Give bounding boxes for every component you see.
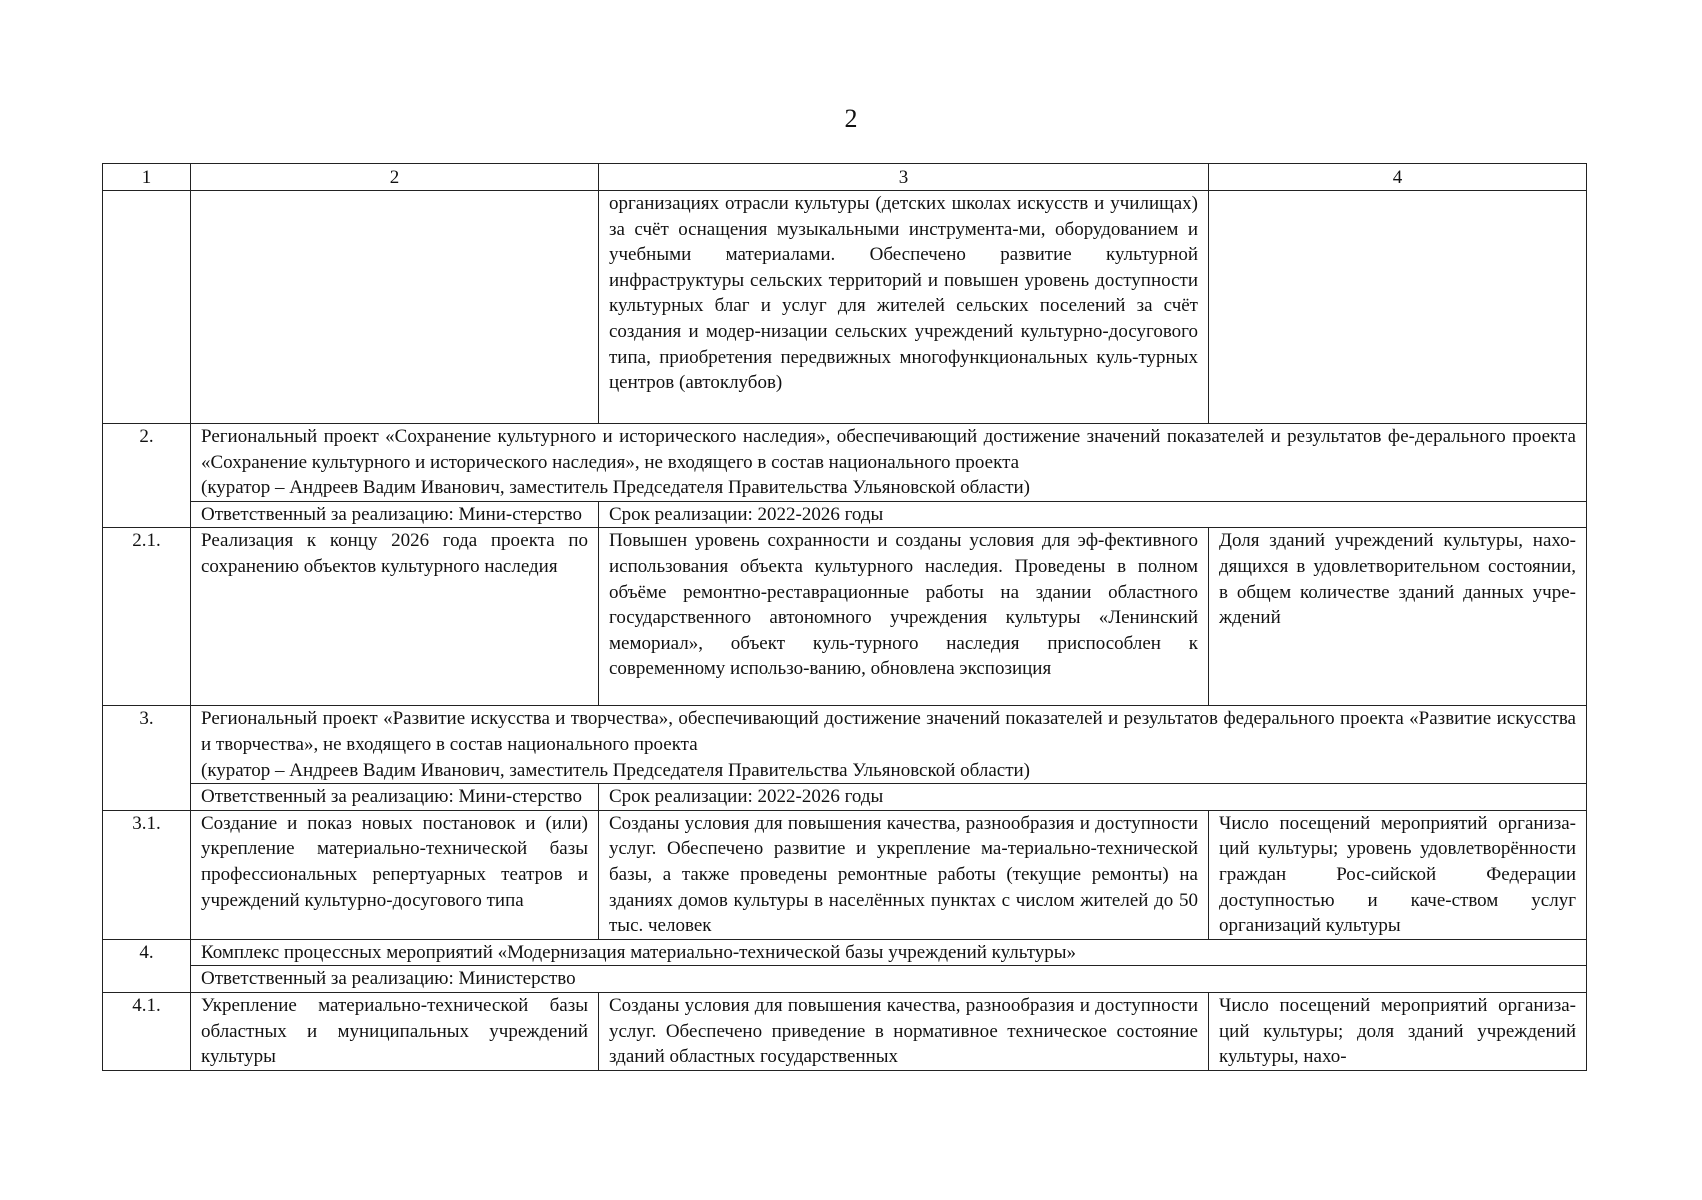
section-number: 2. (103, 424, 191, 528)
table-header-row (103, 164, 1587, 191)
section-title-text: Региональный проект «Развитие искусства и творчества», обеспечивающий достижение значений показателей и результатов федерального проекта «Развитие искусства и творчества», не входящего в состав национального проекта (201, 708, 1576, 755)
table-row-2-1 (103, 528, 1587, 706)
cell-measure: Реализация к концу 2026 года проекта по сохранению объектов культурного наследия (191, 528, 599, 706)
header-col-2: 2 (191, 164, 599, 191)
section-title (191, 706, 1587, 784)
cell-result: Созданы условия для повышения качества, разнообразия и доступности услуг. Обеспечено приведение в нормативное техническое состояние зданий областных государственных (599, 992, 1209, 1070)
header-col-3: 3 (599, 164, 1209, 191)
responsible-row-4 (103, 966, 1587, 993)
section-curator: (куратор – Андреев Вадим Иванович, заместитель Председателя Правительства Ульяновской области) (201, 759, 1031, 781)
cell-indicator: Число посещений мероприятий организа-ций культуры; уровень удовлетворённости граждан Рос-сийской Федерации доступностью и каче-ством услуг организаций культуры (1209, 810, 1587, 939)
row-number: 3.1. (103, 810, 191, 939)
cell-result: Созданы условия для повышения качества, разнообразия и доступности услуг. Обеспечено развитие и укрепление ма-териально-технической базы, а также проведены ремонтные работы (текущие ремонты) на зданиях домов культуры в населённых пунктах с числом жителей до 50 тыс. человек (599, 810, 1209, 939)
cell-empty (103, 191, 191, 424)
section-row-3 (103, 706, 1587, 784)
section-title-text: Региональный проект «Сохранение культурного и исторического наследия», обеспечивающий достижение значений показателей и результатов фе-дерального проекта «Сохранение культурного и исторического наследия», не входящего в состав национального проекта (201, 426, 1576, 473)
section-curator: (куратор – Андреев Вадим Иванович, заместитель Председателя Правительства Ульяновской области) (201, 477, 1031, 499)
section-row-4 (103, 939, 1587, 966)
responsible-row-3 (103, 784, 1587, 811)
page-number: 2 (844, 104, 858, 133)
table-row-3-1 (103, 810, 1587, 939)
responsible-cell: Ответственный за реализацию: Мини-стерство (191, 501, 599, 528)
section-number: 4. (103, 939, 191, 992)
cell-indicator: Число посещений мероприятий организа-ций культуры; доля зданий учреждений культуры, нахо- (1209, 992, 1587, 1070)
term-cell: Срок реализации: 2022-2026 годы (599, 501, 1587, 528)
cell-result: Повышен уровень сохранности и созданы условия для эф-фективного использования объекта культурного наследия. Проведены в полном объёме ремонтно-реставрационные работы на здании областного государственного автономного учреждения культуры «Ленинский мемориал», объект куль-турного наследия приспособлен к современному использо-ванию, обновлена экспозиция (599, 528, 1209, 706)
responsible-cell: Ответственный за реализацию: Министерство (191, 966, 1587, 993)
table-row-4-1 (103, 992, 1587, 1070)
table-row-continuation (103, 191, 1587, 424)
section-title: Комплекс процессных мероприятий «Модернизация материально-технической базы учреждений культуры» (191, 939, 1587, 966)
responsible-row-2 (103, 501, 1587, 528)
cell-indicator: Доля зданий учреждений культуры, нахо-дящихся в удовлетворительном состоянии, в общем количестве зданий данных учре-ждений (1209, 528, 1587, 706)
document-table (102, 163, 1587, 1071)
header-col-4: 4 (1209, 164, 1587, 191)
term-cell: Срок реализации: 2022-2026 годы (599, 784, 1587, 811)
cell-measure: Создание и показ новых постановок и (или) укрепление материально-технической базы профессиональных репертуарных театров и учреждений культурно-досугового типа (191, 810, 599, 939)
section-title (191, 424, 1587, 502)
header-col-1: 1 (103, 164, 191, 191)
cell-result: организациях отрасли культуры (детских школах искусств и училищах) за счёт оснащения музыкальными инструмента-ми, оборудованием и учебными материалами. Обеспечено развитие культурной инфраструктуры сельских территорий и повышен уровень доступности культурных благ и услуг для жителей сельских поселений за счёт создания и модер-низации сельских учреждений культурно-досугового типа, приобретения передвижных многофункциональных куль-турных центров (автоклубов) (599, 191, 1209, 424)
row-number: 2.1. (103, 528, 191, 706)
cell-measure: Укрепление материально-технической базы областных и муниципальных учреждений культуры (191, 992, 599, 1070)
section-number: 3. (103, 706, 191, 810)
responsible-cell: Ответственный за реализацию: Мини-стерство (191, 784, 599, 811)
section-row-2 (103, 424, 1587, 502)
row-number: 4.1. (103, 992, 191, 1070)
cell-empty (1209, 191, 1587, 424)
cell-empty (191, 191, 599, 424)
